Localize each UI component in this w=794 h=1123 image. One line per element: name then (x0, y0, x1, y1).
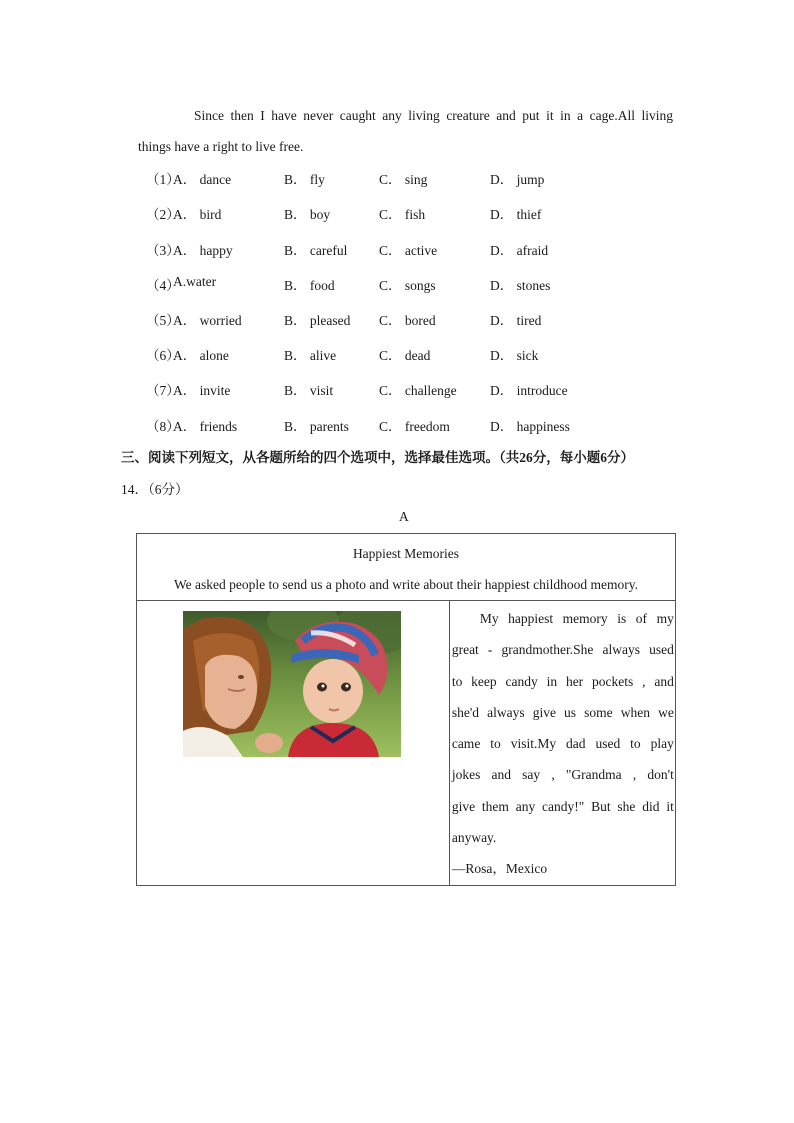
option-number: （8） (146, 419, 180, 434)
option-b: B． parents (284, 419, 349, 434)
story-signature: —Rosa，Mexico (451, 861, 548, 877)
option-b: B． boy (284, 207, 331, 222)
story-line: to keep candy in her pockets , and (451, 673, 674, 689)
option-number: （7） (146, 383, 180, 398)
option-number: （1） (146, 172, 180, 187)
passage-line: things have a right to live free. (138, 139, 304, 154)
option-a: A． friends (173, 419, 238, 434)
story-line: give them any candy!" But she did it (451, 798, 674, 814)
option-d: D． afraid (490, 243, 549, 258)
option-number: （4） (146, 278, 180, 293)
story-line: she'd always give us some when we (451, 704, 674, 720)
option-d: D． thief (490, 207, 542, 222)
option-number: （2） (146, 207, 180, 222)
option-d: D． happiness (490, 419, 570, 434)
option-b: B． visit (284, 383, 334, 398)
memories-header (137, 534, 676, 601)
option-d: D． jump (490, 172, 545, 187)
option-a: A． invite (173, 383, 231, 398)
story-line: great - grandmother.She always used (451, 642, 674, 658)
photo-cell (137, 601, 450, 886)
option-a: A． happy (173, 243, 233, 258)
passage-line: Since then I have never caught any living creature and put it in a cage.All living (194, 108, 673, 123)
story-line: jokes and say , "Grandma , don't (451, 767, 674, 783)
option-c: C． dead (379, 348, 431, 363)
option-b: B． pleased (284, 313, 351, 328)
story-line: came to visit.My dad used to play (451, 736, 674, 752)
option-c: C． active (379, 243, 438, 258)
option-b: B． food (284, 278, 335, 293)
option-number: （3） (146, 243, 180, 258)
option-a: A． alone (173, 348, 229, 363)
memories-title: Happiest Memories (352, 546, 460, 561)
memory-story (452, 603, 674, 884)
passage-ending (138, 100, 673, 162)
story-line: anyway. (451, 830, 497, 846)
question-number: 14．（6分） (121, 482, 189, 497)
option-b: B． fly (284, 172, 325, 187)
option-c: C． bored (379, 313, 436, 328)
option-a: A． dance (173, 172, 232, 187)
option-b: B． alive (284, 348, 337, 363)
option-d: D． introduce (490, 383, 568, 398)
option-c: C． challenge (379, 383, 457, 398)
option-c: C． sing (379, 172, 428, 187)
option-c: C． songs (379, 278, 436, 293)
passage-label: A (399, 509, 409, 524)
option-d: D． tired (490, 313, 542, 328)
section-heading: 三、阅读下列短文，从各题所给的四个选项中，选择最佳选项。（共26分，每小题6分） (121, 450, 634, 465)
option-b: B． careful (284, 243, 348, 258)
option-a: A． worried (173, 313, 242, 328)
memories-table (136, 533, 676, 886)
story-line: My happiest memory is of my (479, 611, 674, 626)
option-c: C． fish (379, 207, 426, 222)
option-a: A.water (173, 274, 217, 289)
grandmother-child-photo (183, 611, 401, 757)
option-a: A． bird (173, 207, 222, 222)
option-number: （6） (146, 348, 180, 363)
memories-subtitle: We asked people to send us a photo and write about their happiest childhood memory. (173, 577, 639, 592)
option-c: C． freedom (379, 419, 450, 434)
option-d: D． sick (490, 348, 539, 363)
photo-illustration (183, 611, 401, 757)
story-cell (449, 601, 675, 886)
option-d: D． stones (490, 278, 551, 293)
option-number: （5） (146, 313, 180, 328)
